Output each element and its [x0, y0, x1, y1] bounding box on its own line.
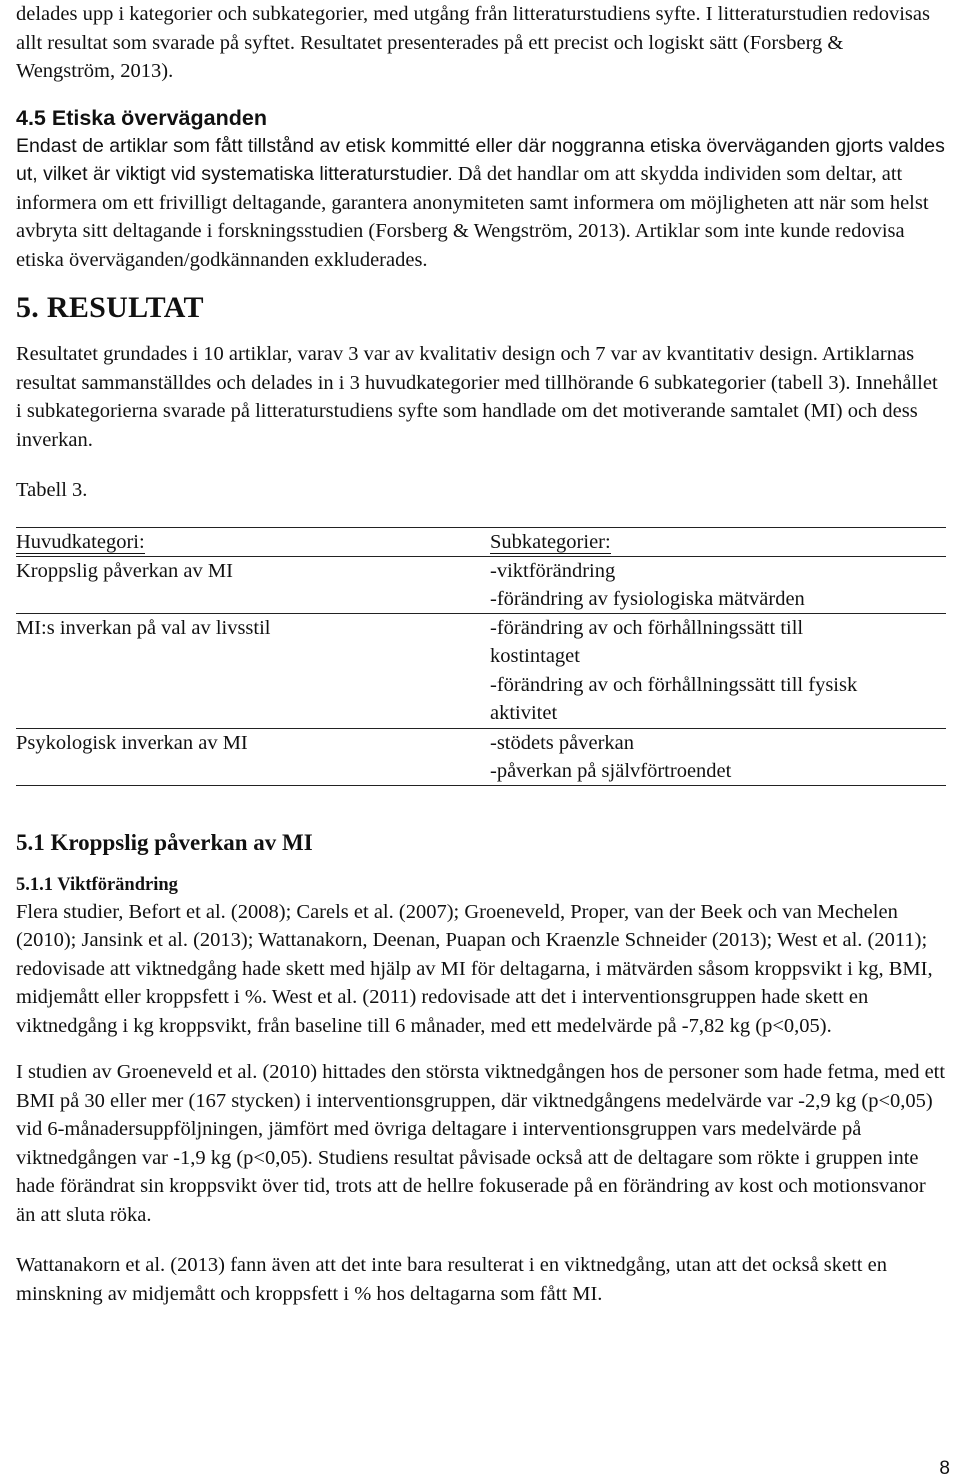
- header-main-cell: [16, 527, 490, 556]
- table-caption: Tabell 3.: [16, 479, 88, 501]
- header-sub-cell: [490, 527, 946, 556]
- page-number: 8: [939, 1458, 950, 1479]
- table-row: [16, 556, 946, 613]
- results-paragraph: Resultatet grundades i 10 artiklar, varav 3 var av kvalitativ design och 7 var av kvantitativ design. Artiklarnas resultat sammanställdes och delades in i 3 huvudkategorier med tillhörande 6 subkategorier (tabell 3). Innehållet i subkategorierna svarade på litteraturstudiens syfte som handlade om det motiverande samtalet (MI) och dess inverkan.: [16, 343, 938, 451]
- intro-paragraph: delades upp i kategorier och subkategorier, med utgång från litteraturstudiens syfte. I litteraturstudien redovisas allt resultat som svarade på syftet. Resultatet presenterades på ett precist och logiskt sätt (Forsberg & Wengström, 2013).: [16, 3, 930, 82]
- ethics-text-serif: Då det handlar om att skydda individen som deltar, att informera om ett frivilligt deltagande, garantera anonymiteten samt informera om möjligheten att när som helst avbryta sitt deltagande i forskningsstudien (Forsberg & Wengström, 2013). Artiklar som inte kunde redovisa etiska överväganden/godkännanden exkluderades.: [16, 163, 929, 271]
- main-category-cell: Kroppslig påverkan av MI: [16, 556, 490, 613]
- category-table: [16, 527, 946, 786]
- header-sub-label: Subkategorier:: [490, 530, 611, 553]
- sub-category-cell: [490, 556, 946, 613]
- results-heading: 5. RESULTAT: [16, 291, 204, 324]
- table-header-row: [16, 527, 946, 556]
- table-row: [16, 728, 946, 786]
- document-page: [16, 0, 946, 1308]
- sub-category: -förändring av och förhållningssätt till fysisk: [490, 673, 858, 696]
- weight-paragraph-3: Wattanakorn et al. (2013) fann även att det inte bara resulterat i en viktnedgång, utan att det också skett en minskning av midjemått och kroppsfett i % hos deltagarna som fått MI.: [16, 1254, 887, 1305]
- sub-category: aktivitet: [490, 702, 558, 724]
- sub-category-cell: [490, 728, 946, 786]
- weight-paragraph-2: I studien av Groeneveld et al. (2010) hittades den största viktnedgången hos de personer som hade fetma, med ett BMI på 30 eller mer (167 stycken) i interventionsgruppen, där viktnedgångens medelvärde var -2,9 kg (p<0,05) vid 6-månadersuppföljningen, jämfört med övriga deltagare i interventionsgruppen vars medelvärde på viktnedgången var -1,9 kg (p<0,05). Studiens resultat påvisade också att de deltagare som rökte i gruppen inte hade förändrat sin kroppsvikt över tid, trots att de hellre fokuserade på en förändring av kost och motionsvanor än att sluta röka.: [16, 1061, 946, 1226]
- section-heading-5-1-1: 5.1.1 Viktförändring: [16, 874, 178, 895]
- section-heading-5-1: 5.1 Kroppslig påverkan av MI: [16, 829, 313, 855]
- weight-paragraph-1: Flera studier, Befort et al. (2008); Carels et al. (2007); Groeneveld, Proper, van der Beek och van Mechelen (2010); Jansink et al. (2013); Wattanakorn, Deenan, Puapan och Kraenzle Schneider (2013); West et al. (2011); redovisade att viktnedgång hade skett med hjälp av MI för deltagarna, i mätvärden såsom kroppsvikt i kg, BMI, midjemått eller kroppsfett i %. West et al. (2011) redovisade att det i interventionsgruppen hade skett en viktnedgång i kg kroppsvikt, från baseline till 6 månader, med ett medelvärde på -7,82 kg (p<0,05).: [16, 900, 933, 1037]
- sub-category: kostintaget: [490, 645, 580, 667]
- sub-category: -förändring av och förhållningssätt till: [490, 616, 804, 639]
- sub-category: -viktförändring: [490, 559, 616, 582]
- sub-category: -påverkan på självförtroendet: [490, 760, 732, 782]
- header-main-label: Huvudkategori:: [16, 530, 145, 553]
- ethics-heading: 4.5 Etiska överväganden: [16, 105, 267, 130]
- sub-category: -förändring av fysiologiska mätvärden: [490, 588, 805, 610]
- main-category-cell: MI:s inverkan på val av livsstil: [16, 613, 490, 728]
- ethics-paragraph: [16, 132, 946, 275]
- sub-category: -stödets påverkan: [490, 731, 635, 754]
- ethics-text-sans: Endast de artiklar som fått tillstånd av etisk kommitté eller där noggranna etiska överväganden gjorts valdes ut, vilket är viktigt vid systematiska litteraturstudier.: [16, 134, 945, 185]
- main-category-cell: Psykologisk inverkan av MI: [16, 728, 490, 786]
- table-row: [16, 613, 946, 728]
- sub-category-cell: [490, 613, 946, 728]
